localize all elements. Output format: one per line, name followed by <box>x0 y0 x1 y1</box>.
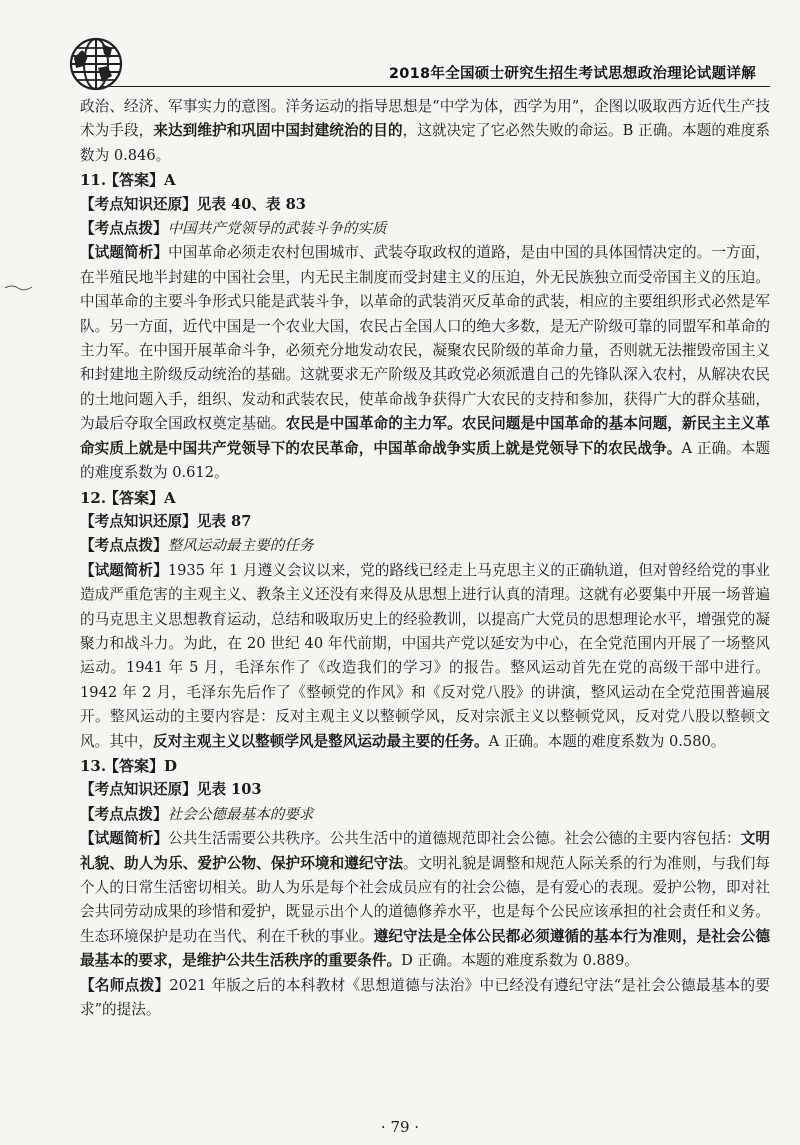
knowledge-label: 【考点知识还原】 <box>80 781 197 799</box>
q13-tip <box>80 803 770 827</box>
q11-tip <box>80 217 770 241</box>
answer-value: D <box>164 756 178 775</box>
bold-text: 农民是中国革命的主力军。农民问题是中国革命的基本问题，新民主主义革命实质上就是中国共产党领导下的农民革命，中国革命战争实质上就是党领导下的农民战争。 <box>80 415 770 457</box>
q11-analysis <box>80 241 770 485</box>
question-number: 11. <box>80 171 107 190</box>
text-span: 政治、经济、军事实力的意图。洋务运动的指导思想是“中学为体，西学为用”，企图以吸取西方近代生产技术为手段， <box>80 98 770 140</box>
tip-value: 中国共产党领导的武装斗争的实质 <box>167 220 387 238</box>
knowledge-value: 见表 87 <box>196 512 252 530</box>
tip-label: 【考点点拨】 <box>80 537 168 555</box>
knowledge-label: 【考点知识还原】 <box>80 512 197 530</box>
scan-artifact <box>4 282 38 292</box>
header-rule <box>100 86 770 87</box>
q13-knowledge <box>80 778 770 802</box>
answer-label: 【答案】 <box>104 756 165 775</box>
text-span: 中国革命必须走农村包围城市、武装夺取政权的道路，是由中国的具体国情决定的。一方面，在半殖民地半封建的中国社会里，内无民主制度而受封建主义的压迫，外无民族独立而受帝国主义的压迫。中国革命的主要斗争形式只能是武装斗争，以革命的武装消灭反革命的武装，相应的主要组织形式必然是军队。另一方面，近代中国是一个农业大国，农民占全国人口的绝大多数，是无产阶级可靠的同盟军和革命的主力军。在中国开展革命斗争，必须充分地发动农民，凝聚农民阶级的革命力量，否则就无法摧毁帝国主义和封建地主阶级反动统治的基础。这就要求无产阶级及其政党必须派遣自己的先锋队深入农村，从解决农民的土地问题入手，组织、发动和武装农民，使革命战争获得广大农民的支持和参加，获得广大的群众基础，为最后夺取全国政权奠定基础。 <box>80 244 770 433</box>
bold-text: 来达到维护和巩固中国封建统治的目的 <box>153 122 403 140</box>
prev-question-tail <box>80 95 770 168</box>
page-content <box>80 95 770 1022</box>
answer-value: A <box>164 171 176 190</box>
q12-tip <box>80 534 770 558</box>
tip-label: 【考点点拨】 <box>80 220 168 238</box>
page-header <box>0 0 800 100</box>
question-number: 12. <box>80 488 107 507</box>
text-span: A 正确。本题的难度系数为 0.612。 <box>80 439 770 482</box>
knowledge-value: 见表 103 <box>196 781 262 799</box>
q13-answer-line <box>80 754 770 778</box>
text-span: D 正确。本题的难度系数为 0.889。 <box>401 952 639 970</box>
text-span: ，这就决定了它必然失败的命运。B 正确。本题的难度系数为 0.846。 <box>80 122 770 164</box>
answer-label: 【答案】 <box>104 488 165 507</box>
tip-value: 整风运动最主要的任务 <box>167 537 314 555</box>
analysis-label: 【试题简析】 <box>80 244 169 262</box>
answer-label: 【答案】 <box>104 171 165 190</box>
header-title: 2018年全国硕士研究生招生考试思想政治理论试题详解 <box>388 66 756 82</box>
analysis-label: 【试题简析】 <box>80 561 168 579</box>
question-number: 13. <box>80 756 107 775</box>
q12-answer-line <box>80 486 770 510</box>
tip-label: 【考点点拨】 <box>80 805 168 823</box>
q13-analysis <box>80 827 770 973</box>
bold-text: 遵纪守法是全体公民都必须遵循的基本行为准则，是社会公德最基本的要求，是维护公共生活秩序的重要条件。 <box>80 927 770 970</box>
bold-text: 反对主观主义以整顿学风是整风运动最主要的任务。 <box>152 732 489 750</box>
answer-value: A <box>164 488 176 507</box>
text-span: 。文明礼貌是调整和规范人际关系的行为准则，与我们每个人的日常生活密切相关。助人为乐是每个社会成员应有的社会公德，是有爱心的表现。爱护公物，即对社会共同劳动成果的珍惜和爱护，既显示出个人的道德修养水平，也是每个公民应该承担的社会责任和义务。生态环境保护是功在当代、利在千秋的事业。 <box>80 854 770 945</box>
teacher-label: 【名师点拨】 <box>80 976 170 994</box>
q11-answer-line <box>80 168 770 192</box>
tip-value: 社会公德最基本的要求 <box>167 805 314 823</box>
teacher-note-text: 2021 年版之后的本科教材《思想道德与法治》中已经没有遵纪守法“是社会公德最基本的要求”的提法。 <box>80 976 770 1019</box>
text-span: 1935 年 1 月遵义会议以来，党的路线已经走上马克思主义的正确轨道，但对曾经给党的事业造成严重危害的主观主义、教条主义还没有来得及从思想上进行认真的清理。这就有必要集中开展一场普遍的马克思主义思想教育运动，总结和吸取历史上的经验教训，以提高广大党员的思想理论水平，增强党的凝聚力和战斗力。为此，在 20 世纪 40 年代前期，中国共产党以延安为中心，在全党范围内开展了一场整风运动。1941 年 5 月，毛泽东作了《改造我们的学习》的报告。整风运动首先在党的高级干部中进行。1942 年 2 月，毛泽东先后作了《整顿党的作风》和《反对党八股》的讲演，整风运动在全党范围普遍展开。整风运动的主要内容是：反对主观主义以整顿学风，反对宗派主义以整顿党风，反对党八股以整顿文风。其中， <box>80 561 770 750</box>
q12-analysis <box>80 559 770 754</box>
knowledge-value: 见表 40、表 83 <box>196 195 306 213</box>
q12-knowledge <box>80 510 770 534</box>
q11-knowledge <box>80 193 770 217</box>
q13-teacher-note <box>80 974 770 1023</box>
text-span: 公共生活需要公共秩序。公共生活中的道德规范即社会公德。社会公德的主要内容包括： <box>168 830 741 848</box>
knowledge-label: 【考点知识还原】 <box>80 195 197 213</box>
bold-text: 文明礼貌、助人为乐、爱护公物、保护环境和遵纪守法 <box>80 830 770 872</box>
globe-logo-icon <box>68 36 124 92</box>
analysis-label: 【试题简析】 <box>80 830 169 848</box>
text-span: A 正确。本题的难度系数为 0.580。 <box>488 732 726 750</box>
page-number: · 79 · <box>380 1118 420 1136</box>
